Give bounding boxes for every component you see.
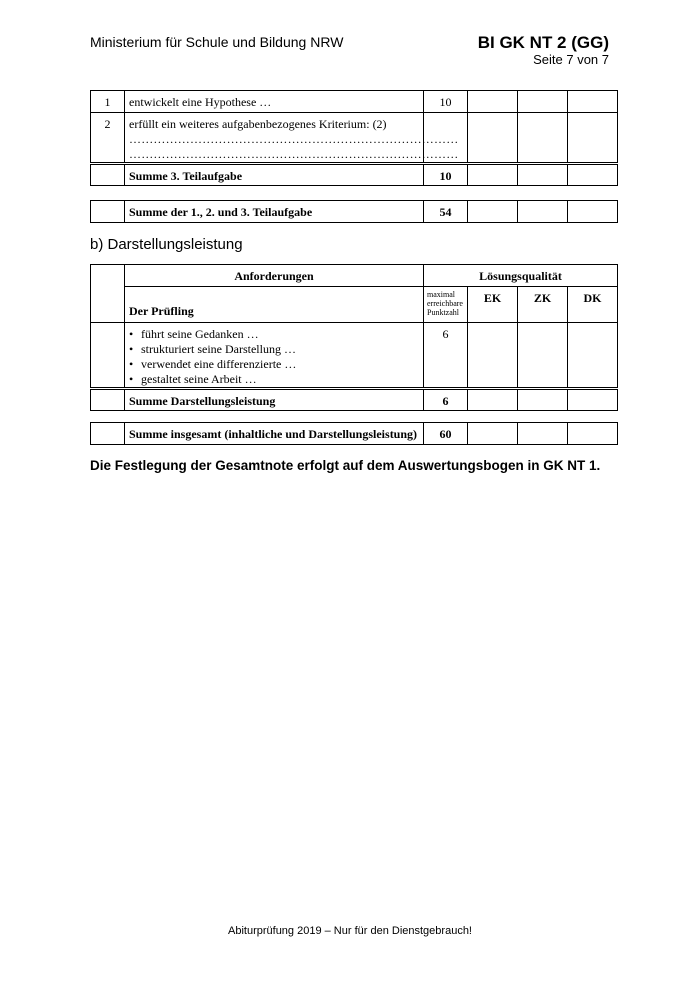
empty-cell bbox=[91, 423, 125, 445]
empty-cell bbox=[91, 265, 125, 323]
sum-label: Summe insgesamt (inhaltliche und Darstellungsleistung) bbox=[125, 423, 424, 445]
sum-label: Summe Darstellungsleistung bbox=[125, 389, 424, 411]
footer-note: Abiturprüfung 2019 – Nur für den Dienstgebrauch! bbox=[228, 925, 472, 937]
grand-total-table bbox=[90, 422, 618, 445]
sum-points: 10 bbox=[424, 164, 468, 186]
ministry-name: Ministerium für Schule und Bildung NRW bbox=[90, 34, 344, 50]
criterion-text: erfüllt ein weiteres aufgabenbezogenes Kriterium: (2) bbox=[129, 117, 387, 131]
dotted-line: ……………………………………………………………………… bbox=[129, 147, 459, 161]
criteria-cell bbox=[125, 323, 424, 389]
grade-cell-ek bbox=[468, 91, 518, 113]
table-row bbox=[91, 113, 618, 164]
column-ek: EK bbox=[468, 287, 518, 323]
criteria-list bbox=[129, 327, 419, 387]
grade-cell-dk bbox=[568, 164, 618, 186]
grade-cell-zk bbox=[518, 113, 568, 164]
criterion-number: 2 bbox=[91, 113, 125, 164]
grade-cell-dk bbox=[568, 323, 618, 389]
grade-cell-dk bbox=[568, 423, 618, 445]
sum-points: 6 bbox=[424, 389, 468, 411]
grade-cell-ek bbox=[468, 389, 518, 411]
sum-row bbox=[91, 201, 618, 223]
empty-cell bbox=[91, 164, 125, 186]
quality-header: Lösungsqualität bbox=[424, 265, 618, 287]
grade-cell-dk bbox=[568, 389, 618, 411]
criterion-points: 10 bbox=[424, 91, 468, 113]
grade-cell-ek bbox=[468, 423, 518, 445]
requirements-header: Anforderungen bbox=[125, 265, 424, 287]
criterion-cell bbox=[125, 113, 459, 164]
header-row bbox=[91, 265, 618, 287]
sum-points: 60 bbox=[424, 423, 468, 445]
sum-row bbox=[91, 164, 618, 186]
sum-points: 54 bbox=[424, 201, 468, 223]
grade-cell-dk bbox=[568, 91, 618, 113]
presentation-table bbox=[90, 264, 618, 411]
grade-cell-zk bbox=[518, 164, 568, 186]
grade-cell-zk bbox=[518, 91, 568, 113]
section-title: b) Darstellungsleistung bbox=[90, 236, 243, 253]
empty-cell bbox=[91, 323, 125, 389]
max-points-label: maximal erreichbare Punktzahl bbox=[424, 287, 468, 323]
grade-cell-zk bbox=[518, 389, 568, 411]
sum-row bbox=[91, 389, 618, 411]
header-row bbox=[91, 287, 618, 323]
grade-cell-ek bbox=[468, 201, 518, 223]
grade-cell-dk bbox=[568, 113, 618, 164]
grade-cell-ek bbox=[468, 113, 518, 164]
grade-cell-dk bbox=[568, 201, 618, 223]
grade-cell-zk bbox=[518, 201, 568, 223]
list-item: • gestaltet seine Arbeit … bbox=[129, 372, 419, 387]
sum-row bbox=[91, 423, 618, 445]
page-number: Seite 7 von 7 bbox=[533, 52, 609, 67]
criterion-number: 1 bbox=[91, 91, 125, 113]
table-row bbox=[91, 91, 618, 113]
column-zk: ZK bbox=[518, 287, 568, 323]
dotted-line: ……………………………………………………………………… bbox=[129, 132, 459, 146]
sum-label: Summe der 1., 2. und 3. Teilaufgabe bbox=[125, 201, 424, 223]
exam-code: BI GK NT 2 (GG) bbox=[477, 33, 609, 52]
column-dk: DK bbox=[568, 287, 618, 323]
list-item: • verwendet eine differenzierte … bbox=[129, 357, 419, 372]
list-item: • führt seine Gedanken … bbox=[129, 327, 419, 342]
grade-cell-ek bbox=[468, 164, 518, 186]
sum-label: Summe 3. Teilaufgabe bbox=[125, 164, 424, 186]
criterion-text: entwickelt eine Hypothese … bbox=[125, 91, 424, 113]
list-item: • strukturiert seine Darstellung … bbox=[129, 342, 419, 357]
examinee-label: Der Prüfling bbox=[125, 287, 424, 323]
table-row bbox=[91, 323, 618, 389]
criteria-points: 6 bbox=[424, 323, 468, 389]
grade-cell-ek bbox=[468, 323, 518, 389]
task3-table bbox=[90, 90, 618, 186]
empty-cell bbox=[91, 389, 125, 411]
grade-cell-zk bbox=[518, 323, 568, 389]
empty-cell bbox=[91, 201, 125, 223]
total-tasks-table bbox=[90, 200, 618, 223]
final-note: Die Festlegung der Gesamtnote erfolgt auf dem Auswertungsbogen in GK NT 1. bbox=[90, 458, 601, 473]
grade-cell-zk bbox=[518, 423, 568, 445]
